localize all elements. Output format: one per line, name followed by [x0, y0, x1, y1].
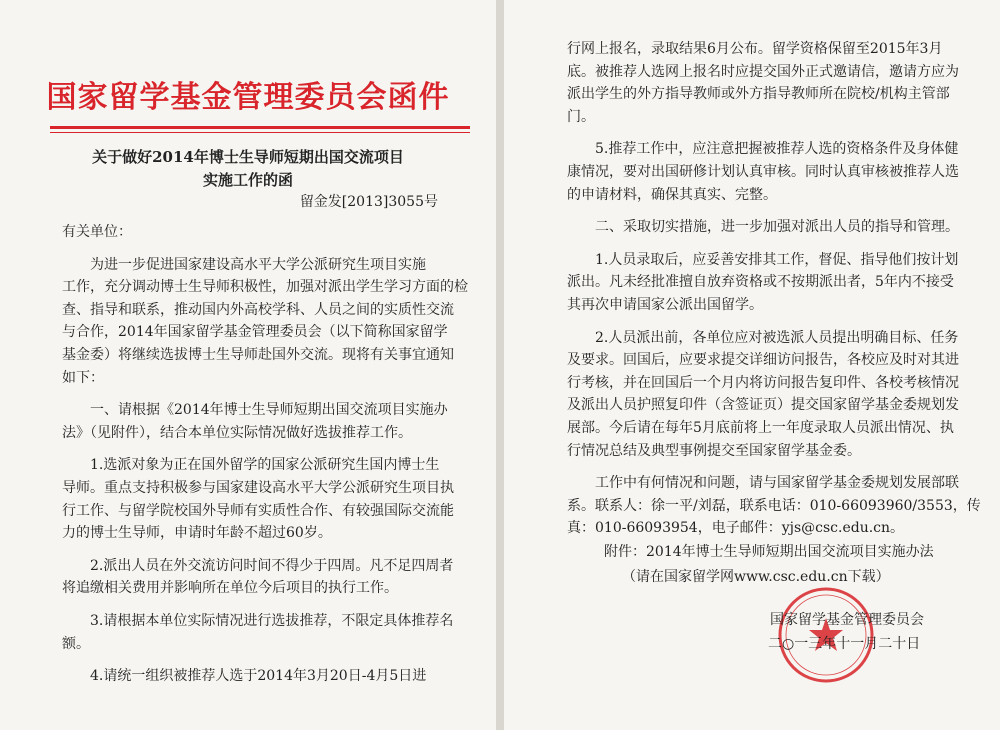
text-line: 导师。重点支持积极参与国家建设高水平大学公派研究生项目执: [62, 479, 454, 496]
document-title-line-1: 关于做好2014年博士生导师短期出国交流项目: [92, 148, 404, 166]
text-line: 查、指导和联系，推动国内外高校学科、人员之间的实质性交流: [62, 301, 454, 318]
text-line: 二、采取切实措施，进一步加强对派出人员的指导和管理。: [567, 219, 959, 236]
left-body-text: [62, 221, 468, 688]
text-line: 法》（见附件），结合本单位实际情况做好选拔推荐工作。: [62, 424, 412, 441]
text-line: 基金委）将继续选拔博士生导师赴国外交流。现将有关事宜通知: [62, 346, 454, 363]
text-line: 额。: [62, 635, 90, 652]
signer-date: 二○一三年十一月二十日: [768, 636, 921, 652]
document-title-line-2: 实施工作的函: [202, 171, 293, 189]
red-rule-thin: [50, 132, 470, 133]
text-line: 3.请根据本单位实际情况进行选拔推荐，不限定具体推荐名: [62, 612, 454, 629]
text-line: 将追缴相关费用并影响所在单位今后项目的执行工作。: [62, 580, 398, 597]
text-line: 工作中有何情况和问题，请与国家留学基金委规划发展部联: [567, 475, 959, 492]
text-line: 真：010-66093954，电子邮件：yjs@csc.edu.cn。: [567, 520, 905, 537]
text-line: 工作，充分调动博士生导师积极性，加强对派出学生学习方面的检: [62, 279, 468, 296]
attachment-line: 附件：2014年博士生导师短期出国交流项目实施办法: [604, 544, 934, 560]
text-line: 为进一步促进国家建设高水平大学公派研究生项目实施: [62, 256, 426, 273]
text-line: 有关单位：: [62, 224, 132, 240]
text-line: 一、请根据《2014年博士生导师短期出国交流项目实施办: [62, 402, 448, 419]
text-line: 2.人员派出前，各单位应对被选派人员提出明确目标、任务: [567, 329, 959, 346]
text-line: 派出。凡未经批准擅自放弃资格或不按期派出者，5年内不接受: [567, 274, 954, 291]
text-line: 4.请统一组织被推荐人选于2014年3月20日-4月5日进: [62, 668, 427, 685]
text-line: 派出学生的外方指导教师或外方指导教师所在院校/机构主管部: [567, 86, 950, 103]
text-line: 行考核，并在回国后一个月内将访问报告复印件、各校考核情况: [567, 374, 959, 391]
text-line: 5.推荐工作中，应注意把握被推荐人选的资格条件及身体健: [567, 141, 959, 158]
text-line: 门。: [567, 108, 595, 125]
text-line: 力的博士生导师，申请时年龄不超过60岁。: [62, 525, 332, 542]
text-line: 系。联系人：徐一平/刘磊，联系电话：010-66093960/3553，传: [567, 497, 981, 514]
text-line: 2.派出人员在外交流访问时间不得少于四周。凡不足四周者: [62, 557, 454, 574]
right-body-text: [567, 38, 981, 540]
text-line: 底。被推荐人选网上报名时应提交国外正式邀请信，邀请方应为: [567, 63, 959, 80]
text-line: 康情况，要对出国研修计划认真审核。同时认真审核被推荐人选: [567, 163, 959, 180]
letterhead-title: 国家留学基金管理委员会函件: [46, 80, 450, 115]
text-line: 及派出人员护照复印件（含签证页）提交国家留学基金委规划发: [567, 397, 959, 414]
text-line: 如下：: [62, 369, 104, 386]
text-line: 展部。今后请在每年5月底前将上一年度录取人员派出情况、执: [567, 419, 954, 436]
text-line: 与合作，2014年国家留学基金管理委员会（以下简称国家留学: [62, 324, 448, 341]
red-rule-thick: [50, 126, 470, 129]
signer-organization: 国家留学基金管理委员会: [770, 612, 924, 628]
left-page: [0, 0, 496, 730]
text-line: 其再次申请国家公派出国留学。: [567, 296, 763, 313]
text-line: 行情况总结及典型事例提交至国家留学基金委。: [567, 442, 861, 459]
text-line: 的申请材料，确保其真实、完整。: [567, 186, 777, 203]
text-line: 1.人员录取后，应妥善安排其工作，督促、指导他们按计划: [567, 251, 959, 268]
page-gutter: [496, 0, 504, 730]
text-line: 及要求。回国后，应要求提交详细访问报告，各校应及时对其进: [567, 352, 959, 369]
text-line: 行工作、与留学院校国外导师有实质性合作、有较强国际交流能: [62, 502, 454, 519]
download-note: （请在国家留学网www.csc.edu.cn下载）: [622, 569, 890, 585]
text-line: 行网上报名，录取结果6月公布。留学资格保留至2015年3月: [567, 41, 943, 57]
document-number: 留金发[2013]3055号: [299, 194, 438, 210]
text-line: 1.选派对象为正在国外留学的国家公派研究生国内博士生: [62, 457, 440, 474]
